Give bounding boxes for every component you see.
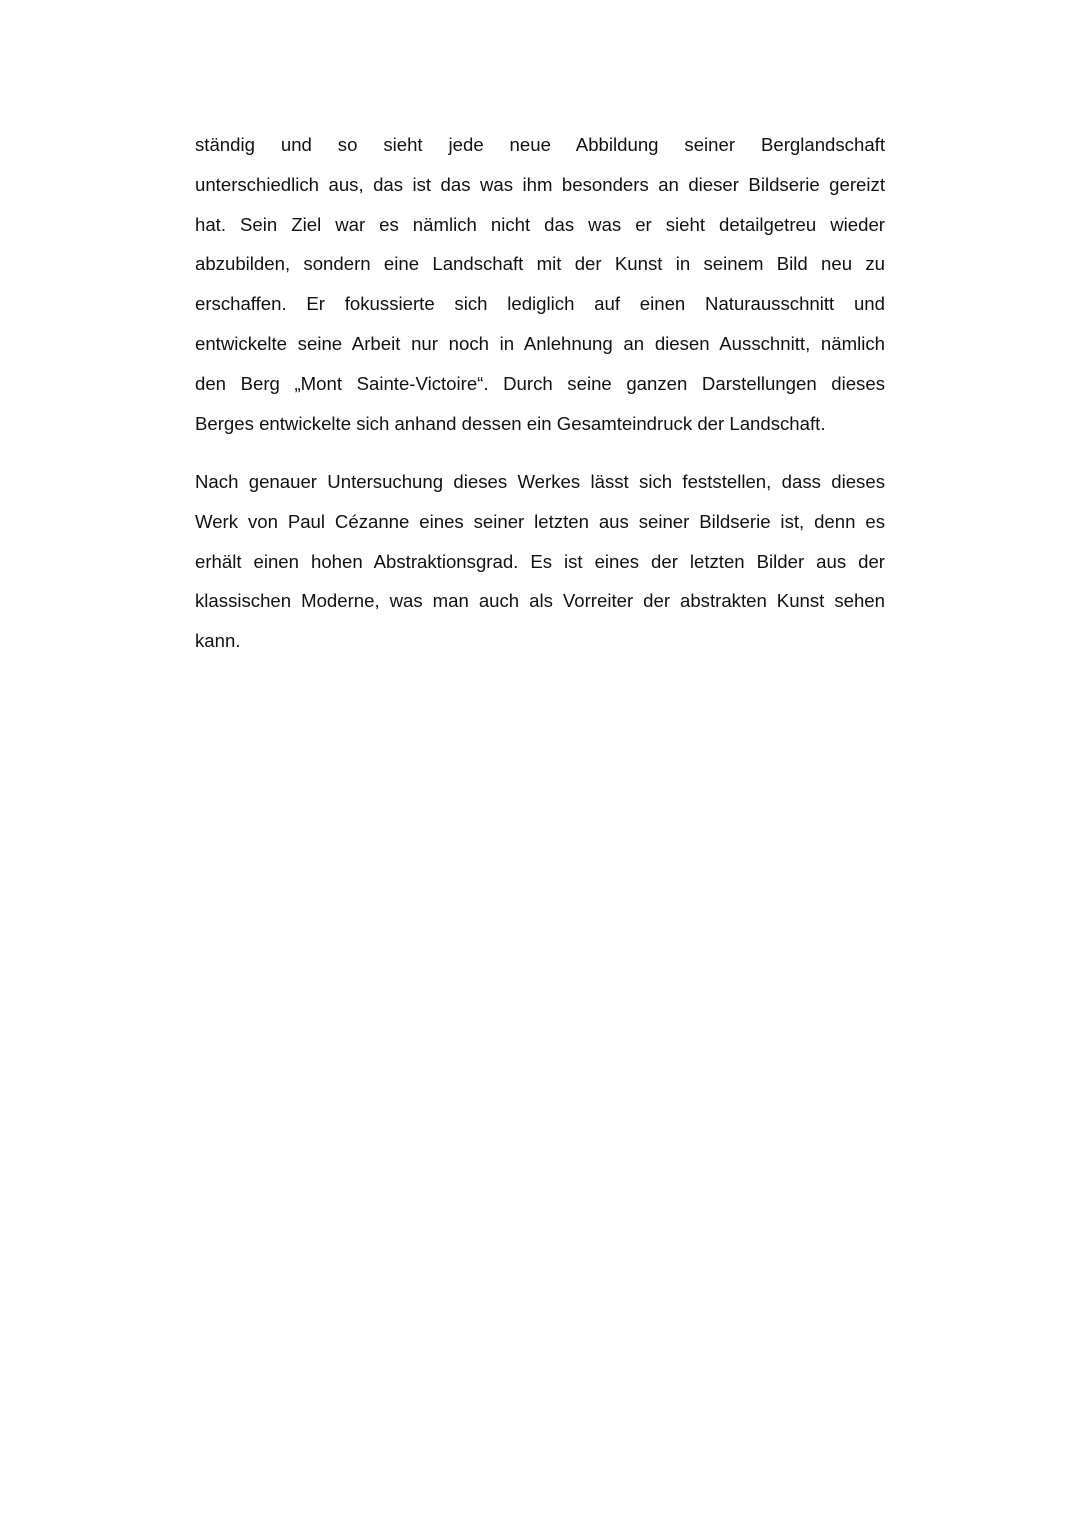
- paragraph-1: [195, 125, 885, 443]
- paragraph-line: Berges entwickelte sich anhand dessen ein Gesamteindruck der Landschaft.: [195, 412, 826, 434]
- paragraph-line: kann.: [195, 630, 241, 652]
- paragraph-line: erhält einen hohen Abstraktionsgrad. Es ist eines der letzten Bilder aus der: [195, 550, 885, 572]
- paragraph-line: klassischen Moderne, was man auch als Vorreiter der abstrakten Kunst sehen: [195, 590, 885, 612]
- paragraph-line: Nach genauer Untersuchung dieses Werkes lässt sich feststellen, dass dieses: [195, 471, 885, 492]
- paragraph-line: entwickelte seine Arbeit nur noch in Anlehnung an diesen Ausschnitt, nämlich: [195, 332, 885, 354]
- paragraph-line: unterschiedlich aus, das ist das was ihm besonders an dieser Bildserie gereizt: [195, 173, 885, 195]
- paragraph-2: [195, 462, 885, 661]
- paragraph-line: hat. Sein Ziel war es nämlich nicht das was er sieht detailgetreu wieder: [195, 213, 885, 235]
- paragraph-line: Werk von Paul Cézanne eines seiner letzten aus seiner Bildserie ist, denn es: [195, 510, 885, 532]
- paragraph-line: erschaffen. Er fokussierte sich lediglich auf einen Naturausschnitt und: [195, 293, 885, 315]
- paragraph-line: ständig und so sieht jede neue Abbildung seiner Berglandschaft: [195, 134, 885, 155]
- paragraph-line: den Berg „Mont Sainte-Victoire“. Durch seine ganzen Darstellungen dieses: [195, 372, 885, 394]
- paragraph-line: abzubilden, sondern eine Landschaft mit der Kunst in seinem Bild neu zu: [195, 253, 885, 275]
